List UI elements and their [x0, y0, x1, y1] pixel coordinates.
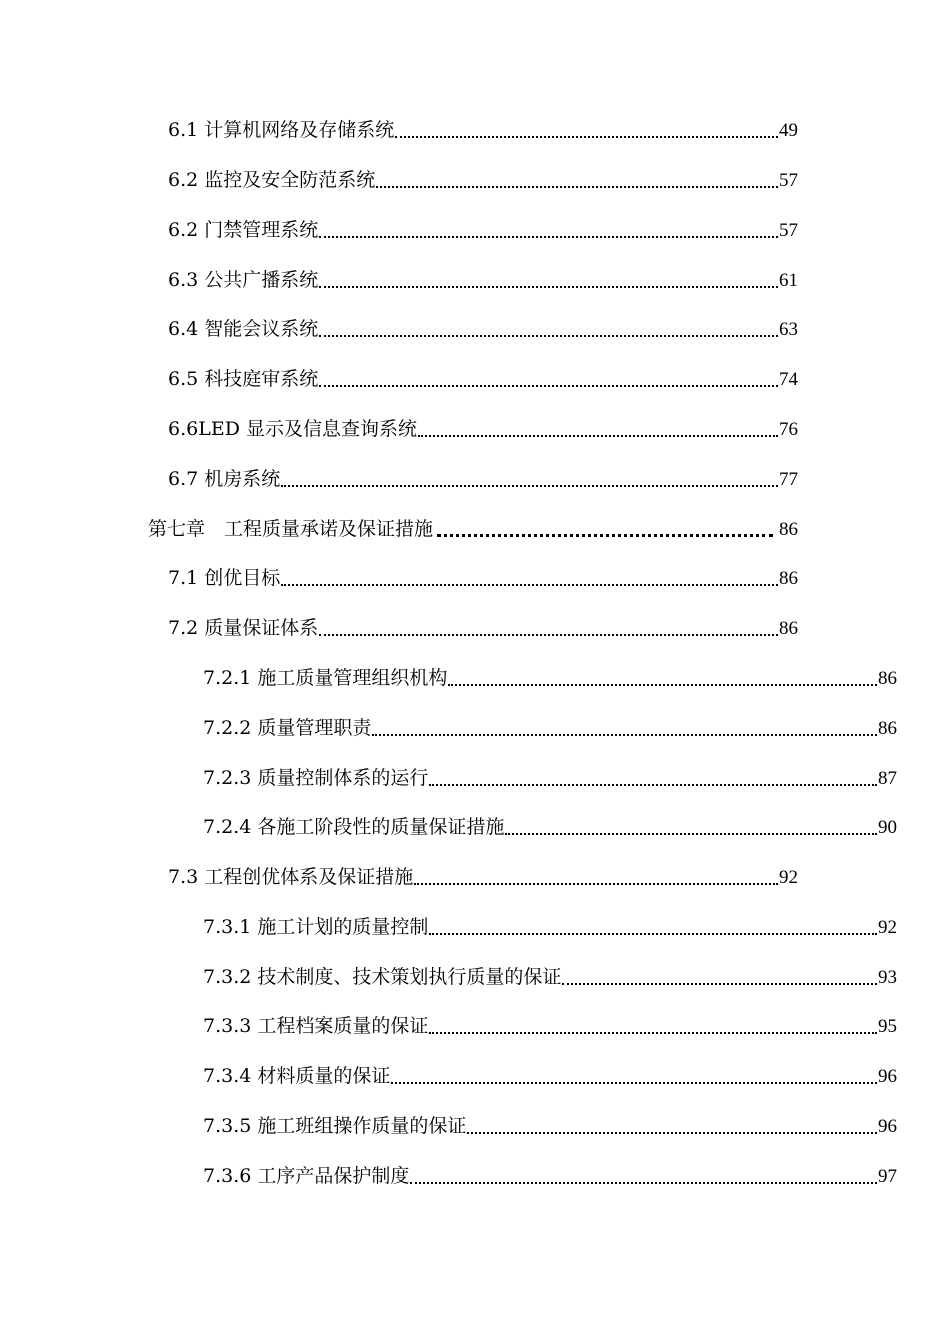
- toc-entry-page: 92: [779, 867, 798, 888]
- toc-entry[interactable]: [168, 417, 798, 442]
- toc-entry-page: 86: [878, 668, 897, 689]
- toc-entry-page: 95: [878, 1016, 897, 1037]
- toc-entry[interactable]: [168, 118, 798, 143]
- toc-entry-page: 61: [779, 270, 798, 291]
- dot-leader: [319, 219, 778, 238]
- toc-entry-title: 7.2.2 质量管理职责: [203, 717, 372, 739]
- toc-entry[interactable]: [168, 367, 798, 392]
- toc-entry[interactable]: [168, 566, 798, 591]
- toc-entry-page: 57: [779, 220, 798, 241]
- dot-leader: [429, 916, 877, 935]
- toc-entry-title: 7.2 质量保证体系: [168, 617, 319, 639]
- toc-entry-page: 96: [878, 1066, 897, 1087]
- dot-leader: [467, 1115, 877, 1134]
- toc-entry-title: 7.3.5 施工班组操作质量的保证: [203, 1115, 467, 1137]
- toc-entry-page: 86: [779, 568, 798, 589]
- dot-leader: [319, 617, 778, 636]
- toc-entry-title: 7.3.4 材料质量的保证: [203, 1065, 391, 1087]
- toc-entry-page: 86: [779, 618, 798, 639]
- toc-entry-page: 57: [779, 170, 798, 191]
- dot-leader: [281, 468, 778, 487]
- dot-leader: [429, 1015, 877, 1034]
- dot-leader: [319, 368, 778, 387]
- toc-entry-page: 49: [779, 120, 798, 141]
- dot-leader: [319, 269, 778, 288]
- toc-entry-page: 74: [779, 369, 798, 390]
- toc-entry-title: 7.3.1 施工计划的质量控制: [203, 916, 429, 938]
- dot-leader: [418, 418, 778, 437]
- toc-subentry[interactable]: [203, 1064, 897, 1089]
- toc-entry-title: 6.3 公共广播系统: [168, 269, 319, 291]
- toc-chapter-entry[interactable]: [148, 517, 798, 542]
- toc-entry-title: 7.2.1 施工质量管理组织机构: [203, 667, 448, 689]
- toc-subentry[interactable]: [203, 1014, 897, 1039]
- dot-leader: [448, 667, 877, 686]
- toc-entry[interactable]: [168, 865, 798, 890]
- toc-entry[interactable]: [168, 168, 798, 193]
- toc-entry-page: 96: [878, 1116, 897, 1137]
- toc-entry-page: 93: [878, 967, 897, 988]
- toc-subentry[interactable]: [203, 766, 897, 791]
- toc-entry-title: 7.3.2 技术制度、技术策划执行质量的保证: [203, 966, 562, 988]
- toc-entry-title: 6.2 门禁管理系统: [168, 219, 319, 241]
- dot-leader: [410, 1165, 877, 1184]
- dot-leader: [391, 1065, 877, 1084]
- toc-entry-page: 97: [878, 1166, 897, 1187]
- toc-entry-page: 87: [878, 768, 897, 789]
- toc-entry-title: 6.5 科技庭审系统: [168, 368, 319, 390]
- toc-entry-page: 90: [878, 817, 897, 838]
- toc-entry-title: 6.4 智能会议系统: [168, 318, 319, 340]
- dot-leader: [372, 717, 877, 736]
- dot-leader: [281, 567, 778, 586]
- toc-entry-page: 76: [779, 419, 798, 440]
- toc-entry-page: 63: [779, 319, 798, 340]
- toc-entry[interactable]: [168, 317, 798, 342]
- dot-leader: [505, 816, 877, 835]
- toc-subentry[interactable]: [203, 815, 897, 840]
- toc-entry-title: 7.3.6 工序产品保护制度: [203, 1165, 410, 1187]
- toc-entry-title: 7.2.3 质量控制体系的运行: [203, 767, 429, 789]
- toc-entry-title: 6.7 机房系统: [168, 468, 281, 490]
- toc-entry-title: 6.1 计算机网络及存储系统: [168, 119, 395, 141]
- toc-entry-page: 86: [878, 718, 897, 739]
- dot-leader: [395, 119, 778, 138]
- toc-entry-page: 77: [779, 469, 798, 490]
- toc-subentry[interactable]: [203, 716, 897, 741]
- toc-entry-page: 86: [779, 519, 798, 540]
- toc-subentry[interactable]: [203, 915, 897, 940]
- toc-subentry[interactable]: [203, 965, 897, 990]
- dot-leader: [414, 866, 778, 885]
- toc-subentry[interactable]: [203, 1164, 897, 1189]
- toc-entry-title: 6.2 监控及安全防范系统: [168, 169, 376, 191]
- toc-entry-title: 7.3 工程创优体系及保证措施: [168, 866, 414, 888]
- toc-entry-title: 7.2.4 各施工阶段性的质量保证措施: [203, 816, 505, 838]
- toc-entry-page: 92: [878, 917, 897, 938]
- toc-subentry[interactable]: [203, 1114, 897, 1139]
- dot-leader: [429, 767, 877, 786]
- dot-leader: [437, 517, 773, 537]
- toc-subentry[interactable]: [203, 666, 897, 691]
- toc-entry-title: 第七章 工程质量承诺及保证措施: [148, 518, 434, 540]
- toc-entry-title: 7.1 创优目标: [168, 567, 281, 589]
- toc-entry[interactable]: [168, 268, 798, 293]
- dot-leader: [562, 966, 877, 985]
- dot-leader: [319, 318, 778, 337]
- toc-entry-title: 6.6LED 显示及信息查询系统: [168, 418, 417, 440]
- toc-entry[interactable]: [168, 467, 798, 492]
- toc-entry-title: 7.3.3 工程档案质量的保证: [203, 1015, 429, 1037]
- toc-entry[interactable]: [168, 218, 798, 243]
- toc-entry[interactable]: [168, 616, 798, 641]
- dot-leader: [376, 169, 778, 188]
